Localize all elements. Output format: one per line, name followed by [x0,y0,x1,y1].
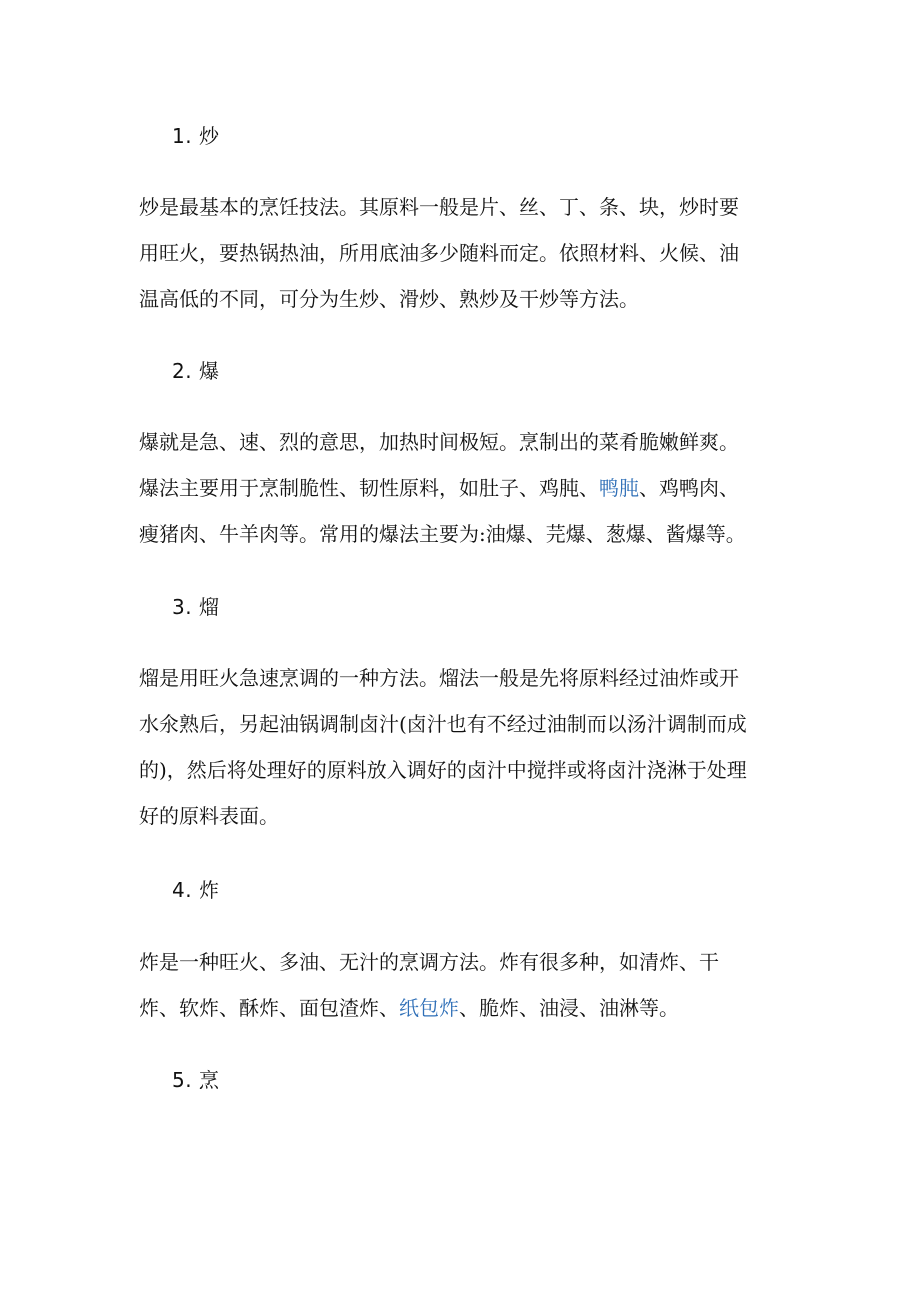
section-heading-liu: 3. 熘 [172,595,220,619]
body-line: 水氽熟后，另起油锅调制卤汁(卤汁也有不经过油制而以汤汁调制而成 [139,712,747,736]
body-text: 爆法主要用于烹制脆性、韧性原料，如肚子、鸡肫、 [139,476,599,500]
body-line: 爆就是急、速、烈的意思，加热时间极短。烹制出的菜肴脆嫩鲜爽。 [139,430,739,454]
body-text: 炸、软炸、酥炸、面包渣炸、 [139,996,399,1020]
body-line [139,985,789,1031]
body-text: 、鸡鸭肉、 [639,476,739,500]
section-heading-bao: 2. 爆 [172,359,220,383]
body-line: 炸是一种旺火、多油、无汁的烹调方法。炸有很多种，如清炸、干 [139,950,719,974]
body-line [139,465,789,511]
body-line: 温高低的不同，可分为生炒、滑炒、熟炒及干炒等方法。 [139,287,639,311]
section-body-chao [139,184,789,322]
body-line: 炒是最基本的烹饪技法。其原料一般是片、丝、丁、条、块，炒时要 [139,195,739,219]
body-line: 瘦猪肉、牛羊肉等。常用的爆法主要为:油爆、芫爆、葱爆、酱爆等。 [139,522,746,546]
paper-wrapped-fry-link[interactable]: 纸包炸 [399,996,459,1020]
body-line: 好的原料表面。 [139,804,279,828]
duck-gizzard-link[interactable]: 鸭肫 [599,476,639,500]
section-body-zha [139,939,789,1031]
section-heading-chao: 1. 炒 [172,124,220,148]
section-body-bao [139,419,789,557]
section-body-liu [139,655,789,839]
section-heading-zha: 4. 炸 [172,878,220,902]
body-line: 的)，然后将处理好的原料放入调好的卤汁中搅拌或将卤汁浇淋于处理 [139,758,747,782]
body-line: 熘是用旺火急速烹调的一种方法。熘法一般是先将原料经过油炸或开 [139,666,739,690]
body-line: 用旺火，要热锅热油，所用底油多少随料而定。依照材料、火候、油 [139,241,739,265]
body-text: 、脆炸、油浸、油淋等。 [459,996,679,1020]
section-heading-peng: 5. 烹 [172,1068,220,1092]
